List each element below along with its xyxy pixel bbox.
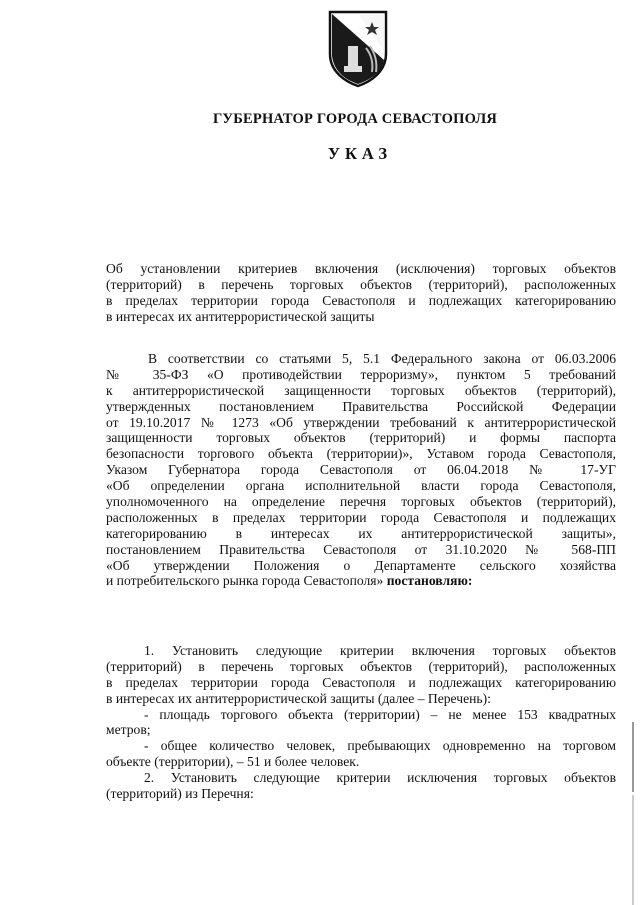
- preamble-line: постановлением Правительства Севастополя от 31.10.2020 № 568-ПП: [106, 541, 616, 557]
- preamble-line: и потребительского рынка города Севастополя»: [106, 573, 384, 589]
- authority-heading: ГУБЕРНАТОР ГОРОДА СЕВАСТОПОЛЯ: [212, 111, 498, 127]
- item-1-line: (территорий) в перечень торговых объектов (территорий), расположенных: [106, 658, 616, 674]
- item-2-line: (территорий) из Перечня:: [106, 786, 254, 802]
- preamble-line: защищенности торговых объектов (территорий) и формы паспорта: [106, 430, 616, 446]
- scan-margin-mark: [632, 722, 634, 792]
- preamble-line: безопасности торгового объекта (территории)», Уставом города Севастополя,: [106, 446, 616, 462]
- preamble-last-line: [106, 573, 616, 589]
- preamble-line: «Об утверждении Положения о Департаменте сельского хозяйства: [106, 557, 616, 573]
- item-2-line: 2. Установить следующие критерии исключения торговых объектов: [144, 770, 616, 786]
- decree-word: постановляю:: [386, 573, 473, 589]
- preamble-line: уполномоченного на определение перечня торговых объектов (территорий),: [106, 494, 616, 510]
- item-1-line: 1. Установить следующие критерии включения торговых объектов: [144, 643, 616, 658]
- item-1-bullet-1-line: метров;: [106, 722, 151, 738]
- preamble-line: Указом Губернатора города Севастополя от 06.04.2018 № 17-УГ: [106, 462, 616, 478]
- preamble-line: расположенных в пределах территории города Севастополя и подлежащих: [106, 509, 616, 525]
- title-line: Об установлении критериев включения (исключения) торговых объектов: [106, 261, 616, 276]
- preamble: [106, 351, 616, 589]
- preamble-line: от 19.10.2017 № 1273 «Об утверждении требований к антитеррористической: [106, 414, 616, 430]
- decree-title: [106, 261, 616, 325]
- item-1-line: в пределах территории города Севастополя и подлежащих категорированию: [106, 674, 616, 690]
- preamble-line: «Об определении органа исполнительной власти города Севастополя,: [106, 478, 616, 494]
- title-line: в пределах территории города Севастополя и подлежащих категорированию: [106, 292, 616, 308]
- preamble-line: утвержденных постановлением Правительства Российской Федерации: [106, 398, 616, 414]
- item-1-bullet-2-line: - общее количество человек, пребывающих одновременно на торговом: [144, 738, 616, 754]
- coat-of-arms-icon: [326, 8, 390, 88]
- decree-items: [106, 643, 616, 802]
- document-type-heading: УКАЗ: [327, 144, 393, 163]
- preamble-line: В соответствии со статьями 5, 5.1 Федерального закона от 06.03.2006: [148, 351, 616, 366]
- title-line: в интересах их антитеррористической защиты: [106, 308, 375, 324]
- title-line: (территорий) в перечень торговых объектов (территорий), расположенных: [106, 276, 616, 292]
- preamble-line: категорированию в интересах их антитеррористической защиты»,: [106, 525, 616, 541]
- item-1-bullet-2-line: объекте (территории), – 51 и более человек.: [106, 754, 360, 770]
- item-1-bullet-1-line: - площадь торгового объекта (территории) – не менее 153 квадратных: [144, 706, 616, 722]
- preamble-line: к антитеррористической защищенности торговых объектов (территорий),: [106, 382, 616, 398]
- scan-margin-mark: [632, 795, 634, 905]
- preamble-line: № 35-ФЗ «О противодействии терроризму», пунктом 5 требований: [106, 366, 616, 382]
- item-1-line: в интересах их антитеррористической защиты (далее – Перечень):: [106, 690, 491, 706]
